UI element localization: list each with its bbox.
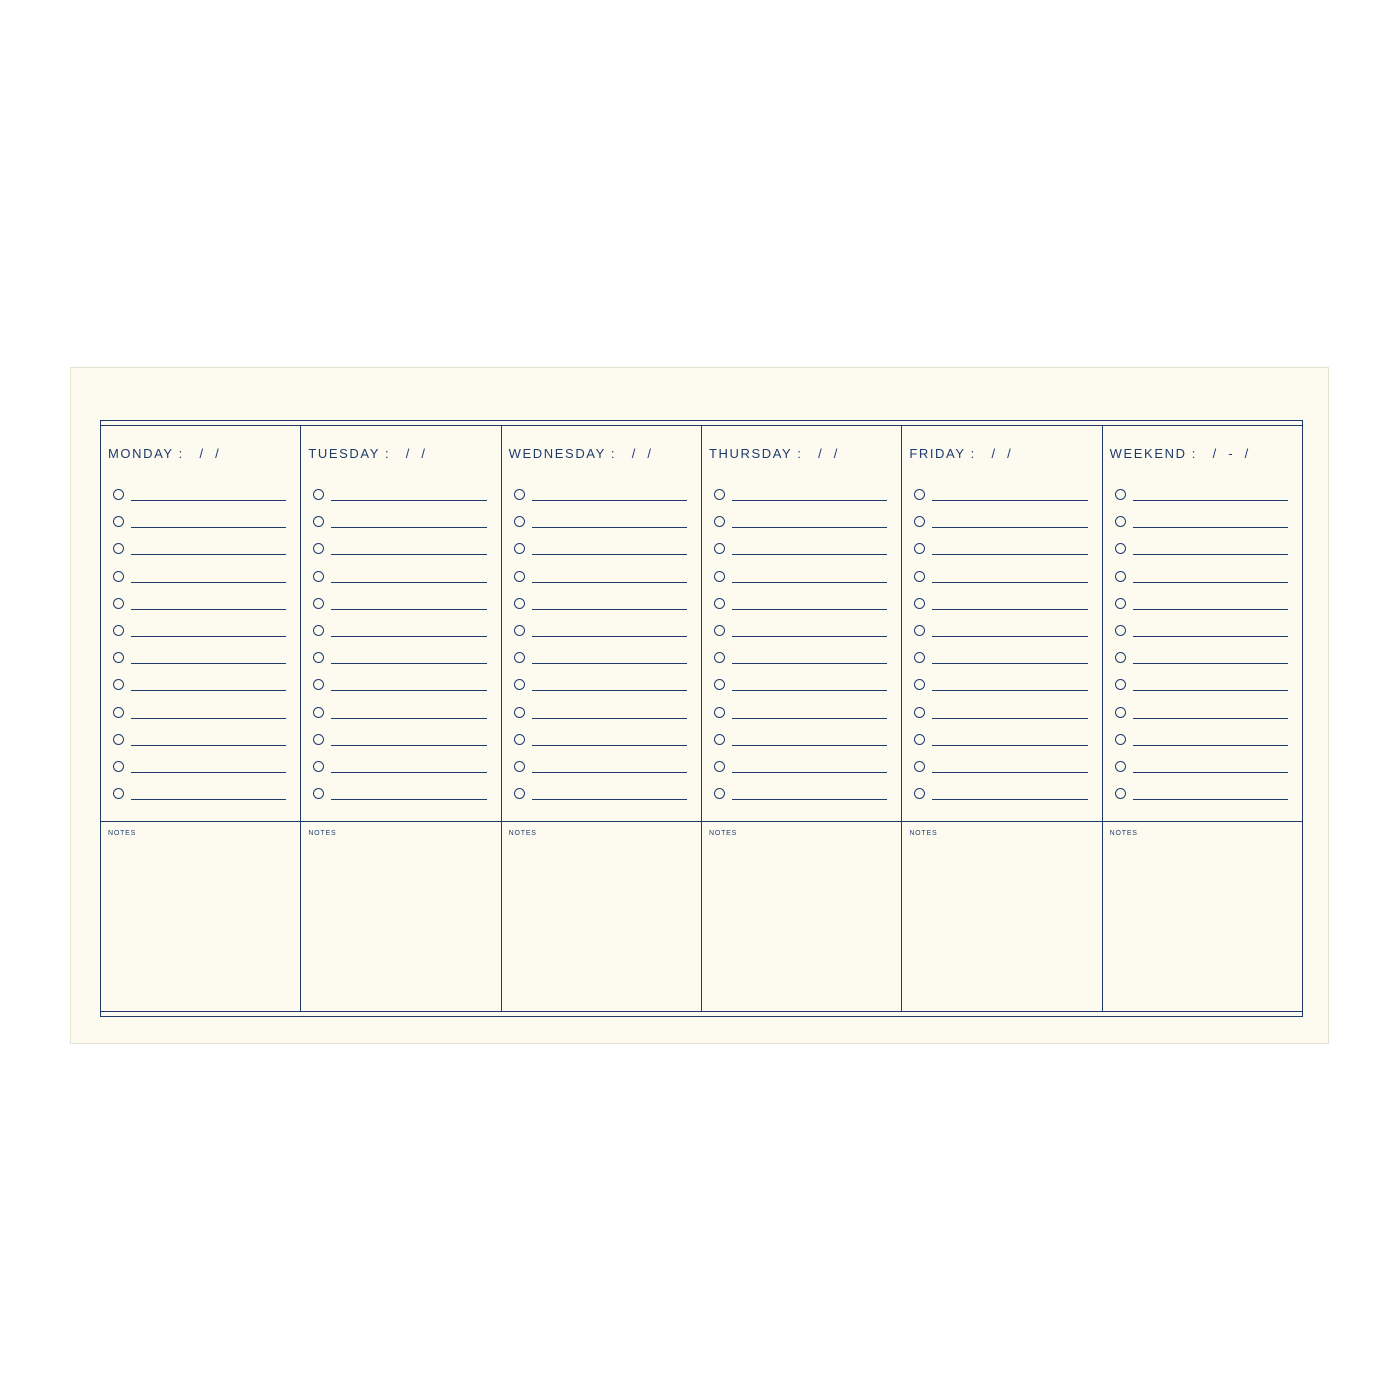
task-checkbox[interactable] [113,625,124,636]
task-line[interactable] [1133,582,1288,583]
task-checkbox[interactable] [514,707,525,718]
task-line[interactable] [131,609,286,610]
task-checkbox[interactable] [914,707,925,718]
task-row [714,644,887,671]
notes-section [101,821,300,1011]
task-line[interactable] [732,799,887,800]
task-line[interactable] [732,772,887,773]
notes-label: NOTES [1109,830,1138,837]
task-checkbox[interactable] [714,598,725,609]
task-line[interactable] [131,527,286,528]
task-row [113,699,286,726]
task-line[interactable] [331,500,486,501]
notes-label: NOTES [308,830,337,837]
task-checkbox[interactable] [714,761,725,772]
task-row [914,699,1087,726]
task-row [914,780,1087,807]
task-row [714,699,887,726]
task-line[interactable] [1133,799,1288,800]
task-line[interactable] [932,636,1087,637]
task-line[interactable] [1133,663,1288,664]
task-checkbox[interactable] [514,571,525,582]
task-row [313,617,486,644]
task-checkbox[interactable] [914,625,925,636]
task-checkbox[interactable] [914,571,925,582]
task-checkbox[interactable] [514,652,525,663]
task-checkbox[interactable] [1115,571,1126,582]
task-checkbox[interactable] [313,788,324,799]
task-line[interactable] [131,500,286,501]
task-row [1115,753,1288,780]
task-row [714,753,887,780]
task-line[interactable] [532,527,687,528]
task-row [1115,508,1288,535]
task-checkbox[interactable] [113,707,124,718]
task-checkbox[interactable] [113,571,124,582]
task-checkbox[interactable] [714,571,725,582]
task-checkbox[interactable] [714,707,725,718]
task-row [514,753,687,780]
day-heading: WEDNESDAY : / / [508,446,653,461]
task-checkbox[interactable] [313,598,324,609]
task-checkbox[interactable] [714,734,725,745]
task-list [914,481,1087,807]
task-line[interactable] [131,582,286,583]
notes-area[interactable] [101,844,300,1011]
day-heading: MONDAY : / / [108,446,221,461]
task-line[interactable] [732,745,887,746]
task-line[interactable] [1133,690,1288,691]
planner-sheet [70,367,1329,1044]
task-row [714,590,887,617]
task-checkbox[interactable] [313,625,324,636]
task-line[interactable] [532,663,687,664]
task-row [914,563,1087,590]
task-row [313,508,486,535]
task-row [1115,780,1288,807]
task-checkbox[interactable] [113,652,124,663]
task-checkbox[interactable] [914,516,925,527]
notes-section [301,821,500,1011]
task-checkbox[interactable] [313,652,324,663]
task-line[interactable] [732,636,887,637]
task-row [714,726,887,753]
task-row [514,563,687,590]
task-line[interactable] [532,609,687,610]
task-row [1115,726,1288,753]
task-line[interactable] [331,799,486,800]
task-checkbox[interactable] [514,543,525,554]
task-line[interactable] [331,527,486,528]
task-row [313,753,486,780]
notes-label: NOTES [708,830,738,837]
task-row [514,508,687,535]
task-line[interactable] [732,718,887,719]
task-line[interactable] [932,582,1087,583]
task-checkbox[interactable] [113,598,124,609]
task-checkbox[interactable] [1115,679,1126,690]
task-row [113,563,286,590]
task-checkbox[interactable] [514,679,525,690]
task-line[interactable] [932,527,1087,528]
task-checkbox[interactable] [313,761,324,772]
task-row [113,590,286,617]
task-row [914,726,1087,753]
task-line[interactable] [732,690,887,691]
task-line[interactable] [331,554,486,555]
task-checkbox[interactable] [914,652,925,663]
task-line[interactable] [131,690,286,691]
task-row [714,481,887,508]
task-row [313,644,486,671]
task-checkbox[interactable] [113,788,124,799]
task-row [1115,617,1288,644]
task-line[interactable] [1133,500,1288,501]
task-line[interactable] [532,690,687,691]
notes-section [702,821,901,1011]
task-list [313,481,486,807]
task-line[interactable] [732,500,887,501]
notes-section [1103,821,1302,1011]
task-row [514,780,687,807]
day-heading: WEEKEND : / - / [1109,446,1250,461]
task-row [914,508,1087,535]
task-row [313,780,486,807]
task-row [914,644,1087,671]
task-line[interactable] [131,799,286,800]
task-checkbox[interactable] [714,679,725,690]
task-line[interactable] [732,663,887,664]
notes-area[interactable] [301,844,500,1011]
task-line[interactable] [532,772,687,773]
task-line[interactable] [932,718,1087,719]
task-row [113,508,286,535]
task-line[interactable] [1133,745,1288,746]
task-row [113,726,286,753]
day-column-wednesday [501,426,701,1011]
task-line[interactable] [1133,527,1288,528]
task-line[interactable] [131,772,286,773]
task-line[interactable] [532,636,687,637]
notes-area[interactable] [1103,844,1302,1011]
task-row [313,590,486,617]
task-row [1115,481,1288,508]
task-row [914,481,1087,508]
task-row [914,617,1087,644]
task-line[interactable] [331,772,486,773]
task-checkbox[interactable] [313,734,324,745]
task-line[interactable] [532,500,687,501]
task-checkbox[interactable] [313,489,324,500]
task-list [714,481,887,807]
task-line[interactable] [1133,772,1288,773]
task-row [313,563,486,590]
task-checkbox[interactable] [514,625,525,636]
task-checkbox[interactable] [514,761,525,772]
task-row [714,535,887,562]
notes-area[interactable] [902,844,1101,1011]
task-line[interactable] [1133,636,1288,637]
task-line[interactable] [1133,718,1288,719]
task-row [714,563,887,590]
task-row [113,617,286,644]
task-checkbox[interactable] [1115,543,1126,554]
task-row [514,726,687,753]
day-column-tuesday [300,426,500,1011]
planner-frame [100,420,1303,1017]
task-line[interactable] [532,582,687,583]
task-checkbox[interactable] [113,516,124,527]
task-line[interactable] [932,500,1087,501]
task-checkbox[interactable] [313,707,324,718]
task-line[interactable] [131,554,286,555]
task-checkbox[interactable] [313,571,324,582]
task-row [313,535,486,562]
task-checkbox[interactable] [113,734,124,745]
task-checkbox[interactable] [1115,489,1126,500]
task-row [1115,644,1288,671]
task-checkbox[interactable] [313,543,324,554]
notes-area[interactable] [702,844,901,1011]
task-row [914,590,1087,617]
task-line[interactable] [932,745,1087,746]
day-column-weekend [1102,426,1302,1011]
task-checkbox[interactable] [313,516,324,527]
task-checkbox[interactable] [914,761,925,772]
task-line[interactable] [932,554,1087,555]
task-line[interactable] [131,718,286,719]
task-list [514,481,687,807]
task-checkbox[interactable] [514,489,525,500]
task-row [113,671,286,698]
task-line[interactable] [532,718,687,719]
task-row [313,699,486,726]
task-line[interactable] [732,527,887,528]
task-line[interactable] [932,772,1087,773]
task-line[interactable] [932,799,1087,800]
task-line[interactable] [732,554,887,555]
notes-section [502,821,701,1011]
task-checkbox[interactable] [714,516,725,527]
task-row [113,644,286,671]
task-checkbox[interactable] [514,598,525,609]
task-checkbox[interactable] [1115,516,1126,527]
day-columns [101,425,1302,1012]
task-row [514,535,687,562]
task-row [1115,590,1288,617]
task-checkbox[interactable] [113,543,124,554]
task-checkbox[interactable] [113,679,124,690]
task-line[interactable] [331,690,486,691]
task-line[interactable] [131,745,286,746]
task-checkbox[interactable] [1115,652,1126,663]
task-list [1115,481,1288,807]
task-checkbox[interactable] [113,489,124,500]
task-row [1115,699,1288,726]
task-checkbox[interactable] [514,516,525,527]
task-row [313,671,486,698]
task-line[interactable] [131,663,286,664]
task-row [914,753,1087,780]
task-row [113,481,286,508]
task-row [714,508,887,535]
task-row [514,671,687,698]
task-row [113,535,286,562]
task-checkbox[interactable] [914,598,925,609]
task-row [714,780,887,807]
task-row [914,535,1087,562]
task-checkbox[interactable] [714,788,725,799]
notes-section [902,821,1101,1011]
task-checkbox[interactable] [914,788,925,799]
task-row [514,590,687,617]
task-row [1115,563,1288,590]
notes-label: NOTES [508,830,537,837]
task-checkbox[interactable] [313,679,324,690]
task-list [113,481,286,807]
task-checkbox[interactable] [714,543,725,554]
task-row [514,481,687,508]
task-row [714,617,887,644]
day-heading: FRIDAY : / / [909,446,1013,461]
task-checkbox[interactable] [914,543,925,554]
task-checkbox[interactable] [1115,625,1126,636]
task-checkbox[interactable] [914,489,925,500]
day-heading: THURSDAY : / / [708,446,839,461]
task-line[interactable] [532,799,687,800]
task-row [113,753,286,780]
task-line[interactable] [1133,554,1288,555]
task-line[interactable] [932,690,1087,691]
task-checkbox[interactable] [1115,598,1126,609]
task-line[interactable] [532,745,687,746]
task-row [514,644,687,671]
task-line[interactable] [1133,609,1288,610]
task-line[interactable] [532,554,687,555]
task-row [113,780,286,807]
task-line[interactable] [331,582,486,583]
task-line[interactable] [131,636,286,637]
task-checkbox[interactable] [1115,734,1126,745]
task-line[interactable] [331,663,486,664]
notes-label: NOTES [108,830,137,837]
day-column-monday [101,426,300,1011]
task-checkbox[interactable] [514,734,525,745]
task-line[interactable] [331,745,486,746]
task-row [313,481,486,508]
task-checkbox[interactable] [914,734,925,745]
day-column-friday [901,426,1101,1011]
task-line[interactable] [331,609,486,610]
notes-label: NOTES [909,830,938,837]
task-row [1115,671,1288,698]
task-line[interactable] [932,609,1087,610]
task-checkbox[interactable] [1115,707,1126,718]
task-line[interactable] [331,718,486,719]
task-checkbox[interactable] [514,788,525,799]
task-row [514,617,687,644]
task-checkbox[interactable] [914,679,925,690]
task-row [914,671,1087,698]
task-row [313,726,486,753]
task-row [1115,535,1288,562]
task-checkbox[interactable] [714,652,725,663]
task-line[interactable] [932,663,1087,664]
task-checkbox[interactable] [1115,761,1126,772]
day-column-thursday [701,426,901,1011]
day-heading: TUESDAY : / / [308,446,427,461]
notes-area[interactable] [502,844,701,1011]
task-line[interactable] [732,609,887,610]
task-line[interactable] [732,582,887,583]
task-checkbox[interactable] [113,761,124,772]
task-row [514,699,687,726]
task-checkbox[interactable] [714,489,725,500]
task-line[interactable] [331,636,486,637]
task-checkbox[interactable] [1115,788,1126,799]
task-checkbox[interactable] [714,625,725,636]
task-row [714,671,887,698]
